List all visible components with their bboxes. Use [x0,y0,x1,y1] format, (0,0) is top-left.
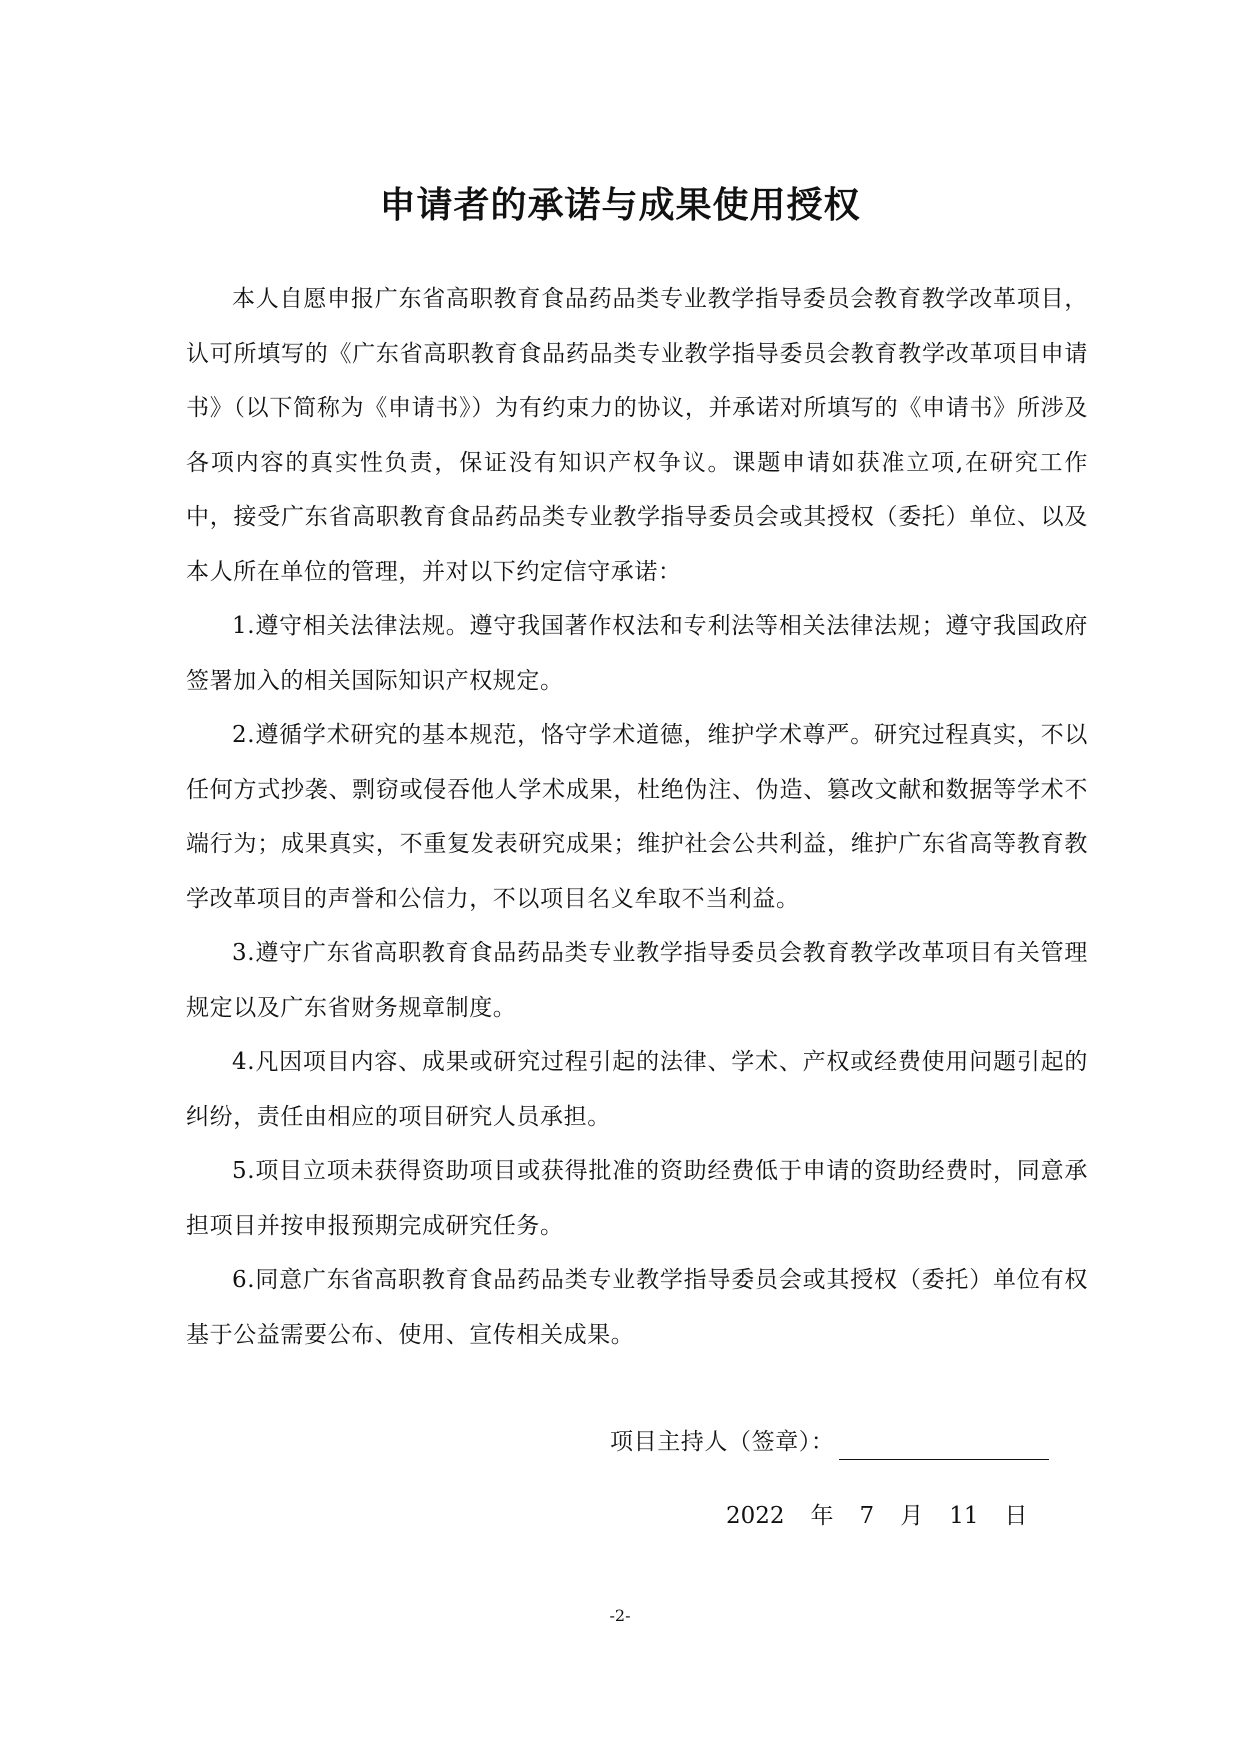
commitment-item-4: 4.凡因项目内容、成果或研究过程引起的法律、学术、产权或经费使用问题引起的纠纷，责任由相应的项目研究人员承担。 [186,1049,1088,1130]
date-month-unit: 月 [900,1503,924,1529]
commitment-item-6: 6.同意广东省高职教育食品药品类专业教学指导委员会或其授权（委托）单位有权基于公益需要公布、使用、宣传相关成果。 [186,1267,1088,1348]
signing-date [726,1498,1027,1534]
date-day: 11 [949,1503,979,1529]
intro-paragraph: 本人自愿申报广东省高职教育食品药品类专业教学指导委员会教育教学改革项目，认可所填写的《广东省高职教育食品药品类专业教学指导委员会教育教学改革项目申请书》（以下简称为《申请书》）为有约束力的协议，并承诺对所填写的《申请书》所涉及各项内容的真实性负责，保证没有知识产权争议。课题申请如获准立项,在研究工作中，接受广东省高职教育食品药品类专业教学指导委员会或其授权（委托）单位、以及本人所在单位的管理，并对以下约定信守承诺： [186,286,1088,585]
document-title: 申请者的承诺与成果使用授权 [379,185,861,226]
document-body [186,272,1088,1362]
signature-line[interactable] [839,1433,1049,1460]
date-year: 2022 [726,1503,785,1529]
signature-block [610,1424,1049,1460]
date-year-unit: 年 [810,1503,834,1529]
date-day-unit: 日 [1004,1503,1028,1529]
page-number: -2- [609,1606,631,1625]
commitment-item-5: 5.项目立项未获得资助项目或获得批准的资助经费低于申请的资助经费时，同意承担项目并按申报预期完成研究任务。 [186,1158,1088,1239]
commitment-item-1: 1.遵守相关法律法规。遵守我国著作权法和专利法等相关法律法规；遵守我国政府签署加入的相关国际知识产权规定。 [186,613,1088,694]
commitment-item-2: 2.遵循学术研究的基本规范，恪守学术道德，维护学术尊严。研究过程真实，不以任何方式抄袭、剽窃或侵吞他人学术成果，杜绝伪注、伪造、篡改文献和数据等学术不端行为；成果真实，不重复发表研究成果；维护社会公共利益，维护广东省高等教育教学改革项目的声誉和公信力，不以项目名义牟取不当利益。 [186,722,1088,912]
signature-label: 项目主持人（签章）： [610,1429,835,1455]
commitment-item-3: 3.遵守广东省高职教育食品药品类专业教学指导委员会教育教学改革项目有关管理规定以及广东省财务规章制度。 [186,940,1088,1021]
date-month: 7 [859,1503,875,1529]
